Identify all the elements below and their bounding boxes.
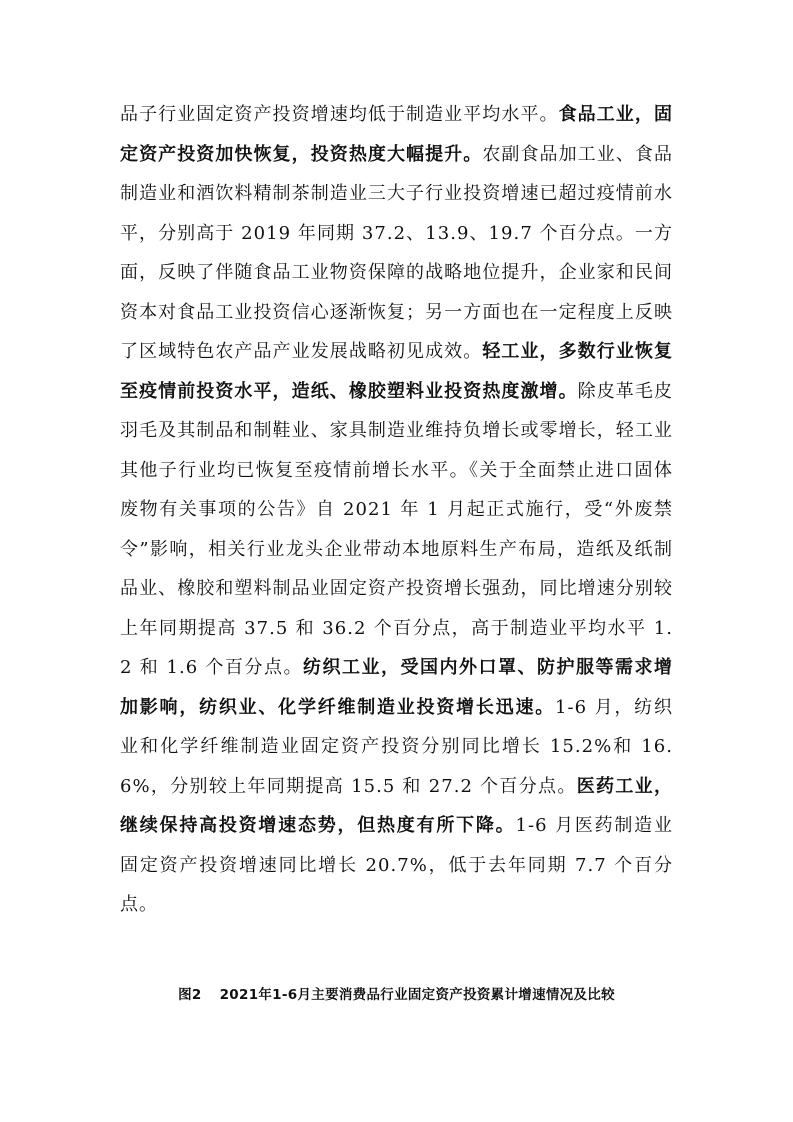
paragraph-segment-food: 农副食品加工业、食品制造业和酒饮料精制茶制造业三大子行业投资增速已超过疫情前水平，分别高于 2019 年同期 37.2、13.9、19.7 个百分点。一方面，反映了伴随食品工业物资保障的战略地位提升，企业家和民间资本对食品工业投资信心逐渐恢复；另一方面也在一定程度上反映了区域特色农产品产业发展战略初见成效。	[120, 143, 674, 362]
heading-pharma-industry: 医药工业，继续保持高投资增速态势，但热度有所下降。	[120, 775, 673, 836]
paragraph-segment-light: 除皮革毛皮羽毛及其制品和制鞋业、家具制造业维持负增长或零增长，轻工业其他子行业均已恢复至疫情前增长水平。《关于全面禁止进口固体废物有关事项的公告》自 2021 年 1 月起正式施行，受“外废禁令”影响，相关行业龙头企业带动本地原料生产布局，造纸及纸制品业、橡胶和塑料制品业固定资产投资增长强劲，同比增速分别较上年同期提高 37.5 和 36.2 个百分点，高于制造业平均水平 1.2 和 1.6 个百分点。	[120, 380, 673, 678]
figure-title: 2021年1-6月主要消费品行业固定资产投资累计增速情况及比较	[219, 987, 615, 1003]
heading-food-industry: 食品工业，固定资产投资加快恢复，投资热度大幅提升。	[120, 104, 673, 165]
paragraph-segment-textile: 1-6 月，纺织业和化学纤维制造业固定资产投资分别同比增长 15.2%和 16.6%，分别较上年同期提高 15.5 和 27.2 个百分点。	[120, 696, 673, 797]
paragraph-segment-lead: 品子行业固定资产投资增速均低于制造业平均水平。	[120, 104, 559, 125]
heading-textile-industry: 纺织工业，受国内外口罩、防护服等需求增加影响，纺织业、化学纤维制造业投资增长迅速。	[120, 657, 673, 718]
figure-number: 图2	[178, 987, 202, 1003]
figure-caption	[0, 985, 793, 1005]
body-paragraph	[120, 95, 673, 925]
text-body	[120, 95, 673, 925]
heading-light-industry: 轻工业，多数行业恢复至疫情前投资水平，造纸、橡胶塑料业投资热度激增。	[120, 341, 674, 402]
paragraph-segment-pharma: 1-6 月医药制造业固定资产投资增速同比增长 20.7%，低于去年同期 7.7 个百分点。	[120, 815, 673, 915]
